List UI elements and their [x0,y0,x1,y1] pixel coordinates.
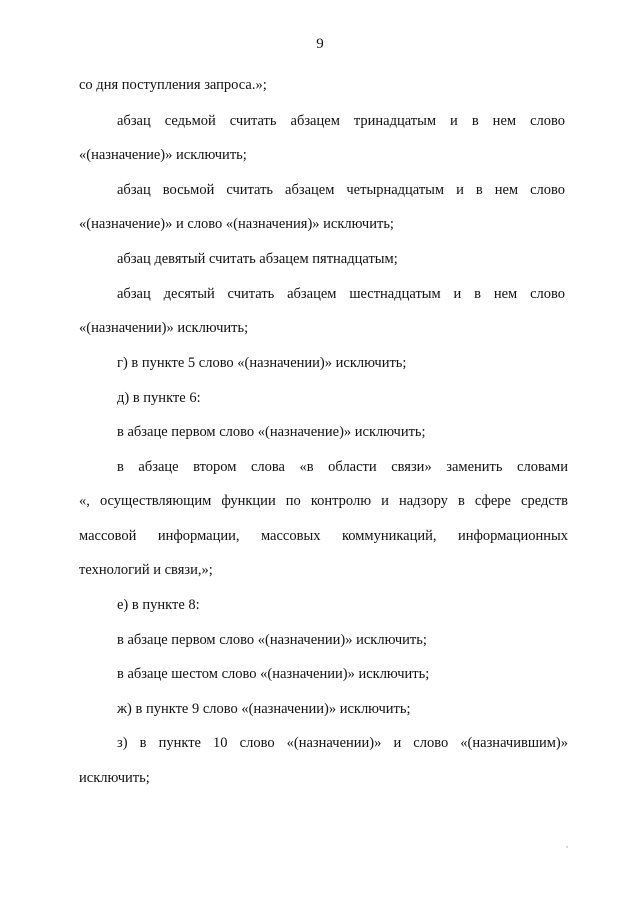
text-line: в абзаце втором слова «в области связи» заменить словами [117,459,568,475]
text-line: абзац восьмой считать абзацем четырнадцатым и в нем слово [117,182,565,198]
text-line: массовой информации, массовых коммуникаций, информационных [79,528,568,544]
text-line: абзац седьмой считать абзацем тринадцатым и в нем слово [117,113,565,129]
text-line: абзац десятый считать абзацем шестнадцатым и в нем слово [117,286,565,302]
page-number: 9 [316,36,324,52]
text-line: технологий и связи,»; [79,562,213,578]
text-line: абзац девятый считать абзацем пятнадцатым; [117,251,398,267]
text-line: в абзаце первом слово «(назначение)» исключить; [117,424,426,440]
text-line: з) в пункте 10 слово «(назначении)» и слово «(назначившим)» [117,735,568,751]
text-line: в абзаце шестом слово «(назначении)» исключить; [117,666,430,682]
text-line: исключить; [79,770,150,786]
text-line: со дня поступления запроса.»; [79,77,267,93]
text-line: «(назначение)» и слово «(назначения)» исключить; [79,216,394,232]
text-line: г) в пункте 5 слово «(назначении)» исключить; [117,355,407,371]
text-line: д) в пункте 6: [117,390,201,406]
scan-artifact [566,846,568,848]
text-line: в абзаце первом слово «(назначении)» исключить; [117,632,427,648]
text-line: «(назначение)» исключить; [79,147,247,163]
text-line: е) в пункте 8: [117,597,200,613]
text-line: ж) в пункте 9 слово «(назначении)» исключить; [117,701,411,717]
text-line: «(назначении)» исключить; [79,320,249,336]
text-line: «, осуществляющим функции по контролю и надзору в сфере средств [79,493,568,509]
